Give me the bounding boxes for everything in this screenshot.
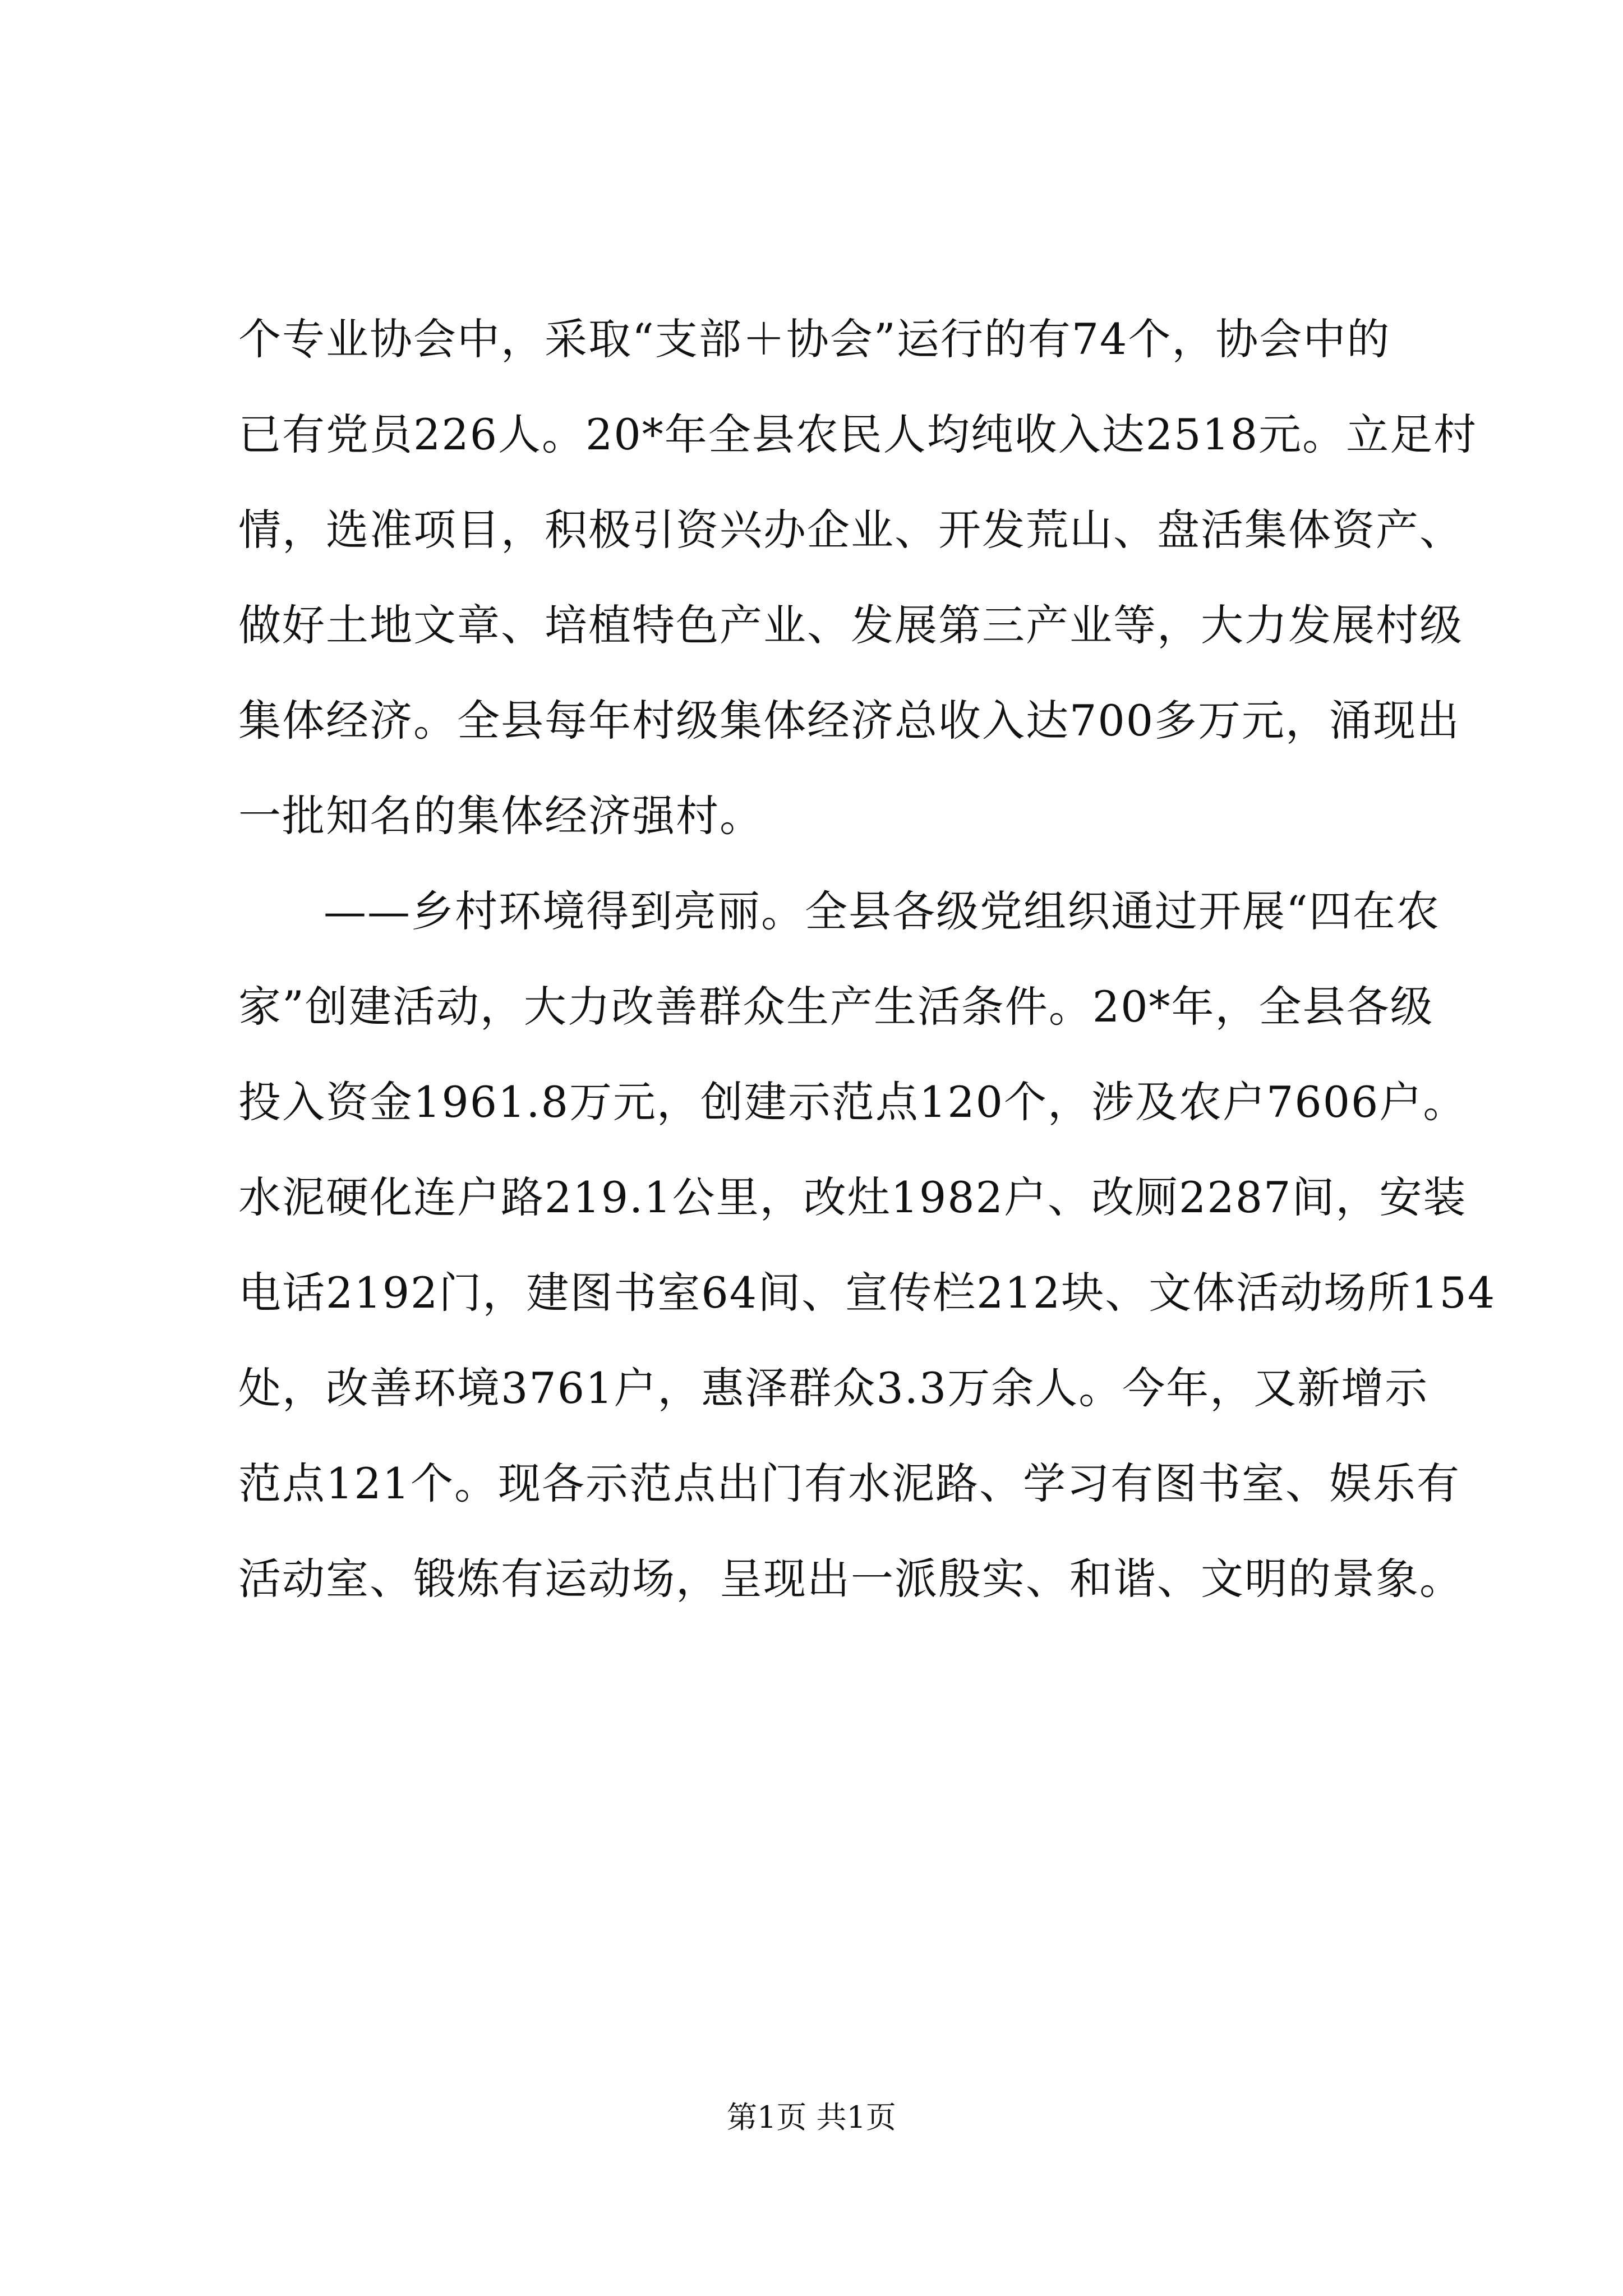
page-number-label: 第1页 共1页 xyxy=(727,2100,896,2135)
page-footer xyxy=(0,2095,1623,2140)
paragraph-start-line: ——乡村环境得到亮丽。全县各级党组织通过开展“四在农 xyxy=(324,886,1440,936)
text-line: 电话2192门，建图书室64间、宣传栏212块、文体活动场所154 xyxy=(238,1268,1496,1318)
text-line: 集体经济。全县每年村级集体经济总收入达700多万元，涌现出 xyxy=(238,696,1461,746)
text-line: 范点121个。现各示范点出门有水泥路、学习有图书室、娱乐有 xyxy=(238,1458,1461,1508)
text-line: 个专业协会中，采取“支部＋协会”运行的有74个，协会中的 xyxy=(238,314,1391,364)
text-line: 家”创建活动，大力改善群众生产生活条件。20*年，全县各级 xyxy=(238,982,1434,1032)
document-body xyxy=(238,292,1496,1627)
text-line: 一批知名的集体经济强村。 xyxy=(238,791,763,841)
text-line: 水泥硬化连户路219.1公里，改灶1982户、改厕2287间，安装 xyxy=(238,1172,1467,1222)
text-line: 做好土地文章、培植特色产业、发展第三产业等，大力发展村级 xyxy=(238,600,1463,650)
text-line: 处，改善环境3761户，惠泽群众3.3万余人。今年，又新增示 xyxy=(238,1363,1429,1413)
text-line: 已有党员226人。20*年全县农民人均纯收入达2518元。立足村 xyxy=(238,409,1478,459)
text-line: 情，选准项目，积极引资兴办企业、开发荒山、盘活集体资产、 xyxy=(238,505,1463,555)
text-line: 活动室、锻炼有运动场，呈现出一派殷实、和谐、文明的景象。 xyxy=(238,1554,1463,1604)
text-line: 投入资金1961.8万元，创建示范点120个，涉及农户7606户。 xyxy=(238,1077,1467,1127)
